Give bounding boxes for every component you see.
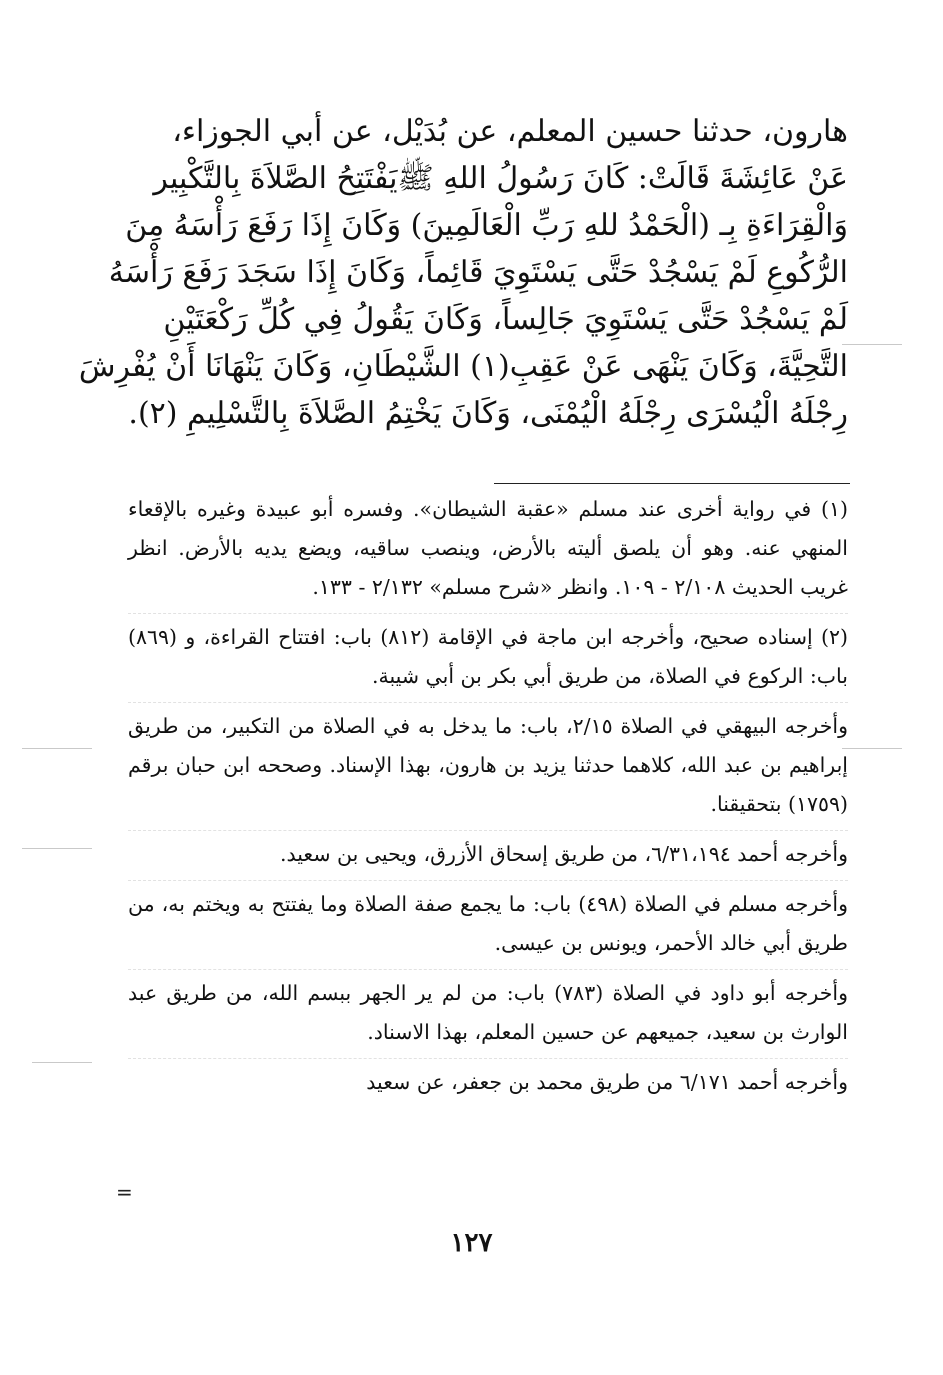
- text-line: عَنْ عَائِشَةَ قَالَتْ: كَانَ رَسُولُ اللهِ ﷺيَفْتَتِحُ الصَّلاَةَ بِالتَّكْبِير: [153, 161, 848, 196]
- footnote-separator: [494, 483, 850, 484]
- scan-margin-line: [842, 344, 902, 345]
- footnote: (٢) إسناده صحيح، وأخرجه ابن ماجة في الإقامة (٨١٢) باب: افتتاح القراءة، و (٨٦٩) باب: الركوع في الصلاة، من طريق أبي بكر بن أبي شيبة.: [128, 613, 848, 696]
- footnote: وأخرجه أحمد ٦/٣١،١٩٤، من طريق إسحاق الأزرق، ويحيى بن سعيد.: [128, 830, 848, 874]
- footnote: وأخرجه أبو داود في الصلاة (٧٨٣) باب: من لم ير الجهر ببسم الله، من طريق عبد الوارث بن سعيد، جميعهم عن حسين المعلم، بهذا الاسناد.: [128, 969, 848, 1052]
- scan-margin-line: [32, 1062, 92, 1063]
- scan-margin-line: [842, 748, 902, 749]
- footnote: وأخرجه البيهقي في الصلاة ٢/١٥، باب: ما يدخل به في الصلاة من التكبير، من طريق إبراهيم بن عبد الله، كلاهما حدثنا يزيد بن هارون، بهذا الإسناد. وصححه ابن حبان برقم (١٧٥٩) بتحقيقنا.: [128, 702, 848, 824]
- text-line: وَالْقِرَاءَةِ بِـ (الْحَمْدُ للهِ رَبِّ الْعَالَمِينَ) وَكَانَ إِذَا رَفَعَ رَأْسَهُ مِنَ: [125, 208, 848, 243]
- page-number: ١٢٧: [450, 1228, 493, 1258]
- text-line: الرُّكُوعِ لَمْ يَسْجُدْ حَتَّى يَسْتَوِيَ قَائِماً، وَكَانَ إِذَا سَجَدَ رَفَعَ رَأْسَهُ: [108, 255, 848, 290]
- footnotes: [128, 490, 848, 1108]
- text-line: لَمْ يَسْجُدْ حَتَّى يَسْتَوِيَ جَالِساً، وَكَانَ يَقُولُ فِي كُلِّ رَكْعَتَيْنِ: [163, 302, 848, 337]
- text-line: رِجْلَهُ الْيُسْرَى رِجْلَهُ الْيُمْنَى، وَكَانَ يَخْتِمُ الصَّلاَةَ بِالتَّسْلِيمِ (٢).: [128, 396, 848, 431]
- footnote: وأخرجه مسلم في الصلاة (٤٩٨) باب: ما يجمع صفة الصلاة وما يفتتح به ويختم به، من طريق أبي خالد الأحمر، ويونس بن عيسى.: [128, 880, 848, 963]
- scan-margin-line: [22, 848, 92, 849]
- hadith-text: [78, 108, 848, 437]
- footnote: وأخرجه أحمد ٦/١٧١ من طريق محمد بن جعفر، عن سعيد: [128, 1058, 848, 1102]
- scan-margin-line: [22, 748, 92, 749]
- text-line: التَّحِيَّةَ، وَكَانَ يَنْهَى عَنْ عَقِبِ(١) الشَّيْطَانِ، وَكَانَ يَنْهَانَا أَنْ يُفْرِشَ: [78, 349, 848, 384]
- continuation-mark: =: [116, 1180, 133, 1204]
- text-line: هارون، حدثنا حسين المعلم، عن بُدَيْل، عن أبي الجوزاء،: [172, 114, 848, 149]
- footnote: (١) في رواية أخرى عند مسلم «عقبة الشيطان». وفسره أبو عبيدة وغيره بالإقعاء المنهي عنه. وهو أن يلصق أليته بالأرض، وينصب ساقيه، ويضع يديه بالأرض. انظر غريب الحديث ٢/١٠٨ - ١٠٩. وانظر «شرح مسلم» ٢/١٣٢ - ١٣٣.: [128, 497, 848, 599]
